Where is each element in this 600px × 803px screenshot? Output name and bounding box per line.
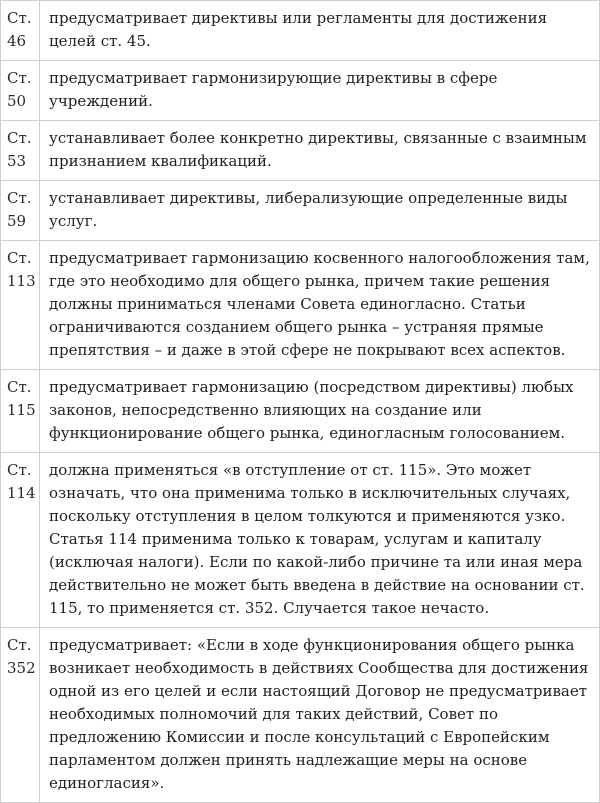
article-description: предусматривает гармонизирующие директивы в сфере учреждений. (40, 61, 600, 121)
article-description: предусматривает директивы или регламенты для достижения целей ст. 45. (40, 1, 600, 61)
article-description: устанавливает директивы, либерализующие определенные виды услуг. (40, 181, 600, 241)
table-row (1, 121, 600, 181)
article-label: Ст. 115 (1, 370, 40, 453)
article-label: Ст. 114 (1, 453, 40, 628)
table-row (1, 61, 600, 121)
article-label: Ст. 46 (1, 1, 40, 61)
article-label: Ст. 53 (1, 121, 40, 181)
article-label: Ст. 352 (1, 628, 40, 803)
article-description: должна применяться «в отступление от ст. 115». Это может означать, что она применима только в исключительных случаях, поскольку отступления в целом толкуются и применяются узко. Статья 114 применима только к товарам, услугам и капиталу (исключая налоги). Если по какой-либо причине та или иная мера действительно не может быть введена в действие на основании ст. 115, то применяется ст. 352. Случается такое нечасто. (40, 453, 600, 628)
table-row (1, 241, 600, 370)
article-label: Ст. 113 (1, 241, 40, 370)
table-row (1, 453, 600, 628)
article-description: предусматривает: «Если в ходе функционирования общего рынка возникает необходимость в действиях Сообщества для достижения одной из его целей и если настоящий Договор не предусматривает необходимых полномочий для таких действий, Совет по предложению Комиссии и после консультаций с Европейским парламентом должен принять надлежащие меры на основе единогласия». (40, 628, 600, 803)
article-label: Ст. 59 (1, 181, 40, 241)
article-description: предусматривает гармонизацию (посредством директивы) любых законов, непосредственно влияющих на создание или функционирование общего рынка, единогласным голосованием. (40, 370, 600, 453)
article-description: устанавливает более конкретно директивы, связанные с взаимным признанием квалификаций. (40, 121, 600, 181)
table-row (1, 628, 600, 803)
article-description: предусматривает гармонизацию косвенного налогообложения там, где это необходимо для общего рынка, причем такие решения должны приниматься членами Совета единогласно. Статьи ограничиваются созданием общего рынка – устраняя прямые препятствия – и даже в этой сфере не покрывают всех аспектов. (40, 241, 600, 370)
table-row (1, 1, 600, 61)
table-row (1, 181, 600, 241)
article-label: Ст. 50 (1, 61, 40, 121)
table-row (1, 370, 600, 453)
